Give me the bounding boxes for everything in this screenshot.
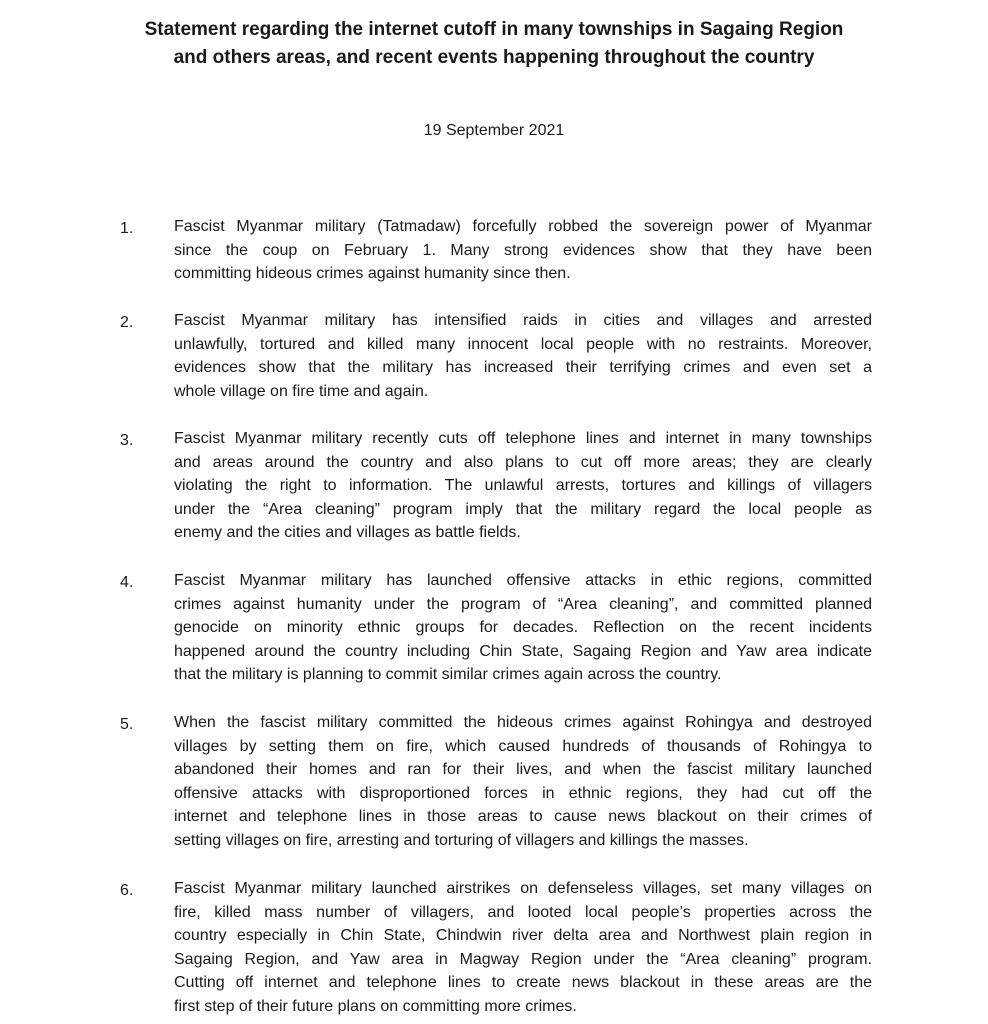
text-line: happened around the country including Chin State, Sagaing Region and Yaw area indicate xyxy=(174,642,872,660)
text-line: whole village on fire time and again. xyxy=(174,382,429,400)
title-line-2: and others areas, and recent events happening throughout the country xyxy=(173,47,815,68)
text-line: internet and telephone lines in those areas to cause news blackout on their crimes of xyxy=(174,808,872,826)
text-line: under the “Area cleaning” program imply that the military regard the local people as xyxy=(174,500,872,518)
title-line-1: Statement regarding the internet cutoff in many townships in Sagaing Region xyxy=(144,19,844,40)
item-number: 5. xyxy=(120,716,134,733)
text-line: abandoned their homes and ran for their lives, and when the fascist military launched xyxy=(174,761,872,779)
text-line: Fascist Myanmar military has intensified raids in cities and villages and arrested xyxy=(174,312,872,329)
text-line: crimes against humanity under the program of “Area cleaning”, and committed planned xyxy=(174,595,872,613)
item-text xyxy=(174,215,872,286)
item-text xyxy=(174,877,872,1019)
text-line: committing hideous crimes against humanity since then. xyxy=(174,265,571,283)
text-line: unlawfully, tortured and killed many innocent local people with no restraints. Moreover, xyxy=(174,335,872,353)
text-line: Sagaing Region, and Yaw area in Magway Region under the “Area cleaning” program. xyxy=(174,950,872,968)
text-line: fire, killed mass number of villagers, and looted local people’s properties across the xyxy=(174,903,872,921)
text-line: enemy and the cities and villages as battle fields. xyxy=(174,524,521,542)
text-line: that the military is planning to commit similar crimes again across the country. xyxy=(174,666,722,684)
text-line: genocide on minority ethnic groups for decades. Reflection on the recent incidents xyxy=(174,619,872,637)
item-number: 3. xyxy=(120,432,134,449)
text-line: since the coup on February 1. Many strong evidences show that they have been xyxy=(174,241,872,259)
text-line: evidences show that the military has increased their terrifying crimes and even set a xyxy=(174,359,872,377)
item-text xyxy=(174,711,872,853)
text-line: country especially in Chin State, Chindwin river delta area and Northwest plain region in xyxy=(174,927,872,945)
text-line: Fascist Myanmar military launched airstrikes on defenseless villages, set many villages on xyxy=(174,880,872,897)
text-line: Fascist Myanmar military (Tatmadaw) forcefully robbed the sovereign power of Myanmar xyxy=(174,218,872,235)
text-line: first step of their future plans on committing more crimes. xyxy=(174,997,577,1015)
item-number: 1. xyxy=(120,220,134,237)
text-line: Fascist Myanmar military recently cuts off telephone lines and internet in many townships xyxy=(174,430,872,447)
text-line: When the fascist military committed the hideous crimes against Rohingya and destroyed xyxy=(174,714,872,731)
statement-date: 19 September 2021 xyxy=(423,122,565,139)
item-text xyxy=(174,569,872,687)
item-number: 4. xyxy=(120,574,134,591)
text-line: offensive attacks with disproportioned forces in ethnic regions, they had cut off the xyxy=(174,784,872,802)
item-text xyxy=(174,309,872,403)
statement-title xyxy=(60,16,928,72)
item-text xyxy=(174,427,872,545)
text-line: Fascist Myanmar military has launched offensive attacks in ethic regions, committed xyxy=(174,572,872,589)
text-line: violating the right to information. The unlawful arrests, tortures and killings of villagers xyxy=(174,477,872,495)
text-line: villages by setting them on fire, which caused hundreds of thousands of Rohingya to xyxy=(174,737,872,755)
text-line: Cutting off internet and telephone lines to create news blackout in these areas are the xyxy=(174,974,872,992)
item-number: 6. xyxy=(120,882,134,899)
item-number: 2. xyxy=(120,314,134,331)
text-line: setting villages on fire, arresting and torturing of villagers and killings the masses. xyxy=(174,831,749,849)
text-line: and areas around the country and also plans to cut off more areas; they are clearly xyxy=(174,453,872,471)
